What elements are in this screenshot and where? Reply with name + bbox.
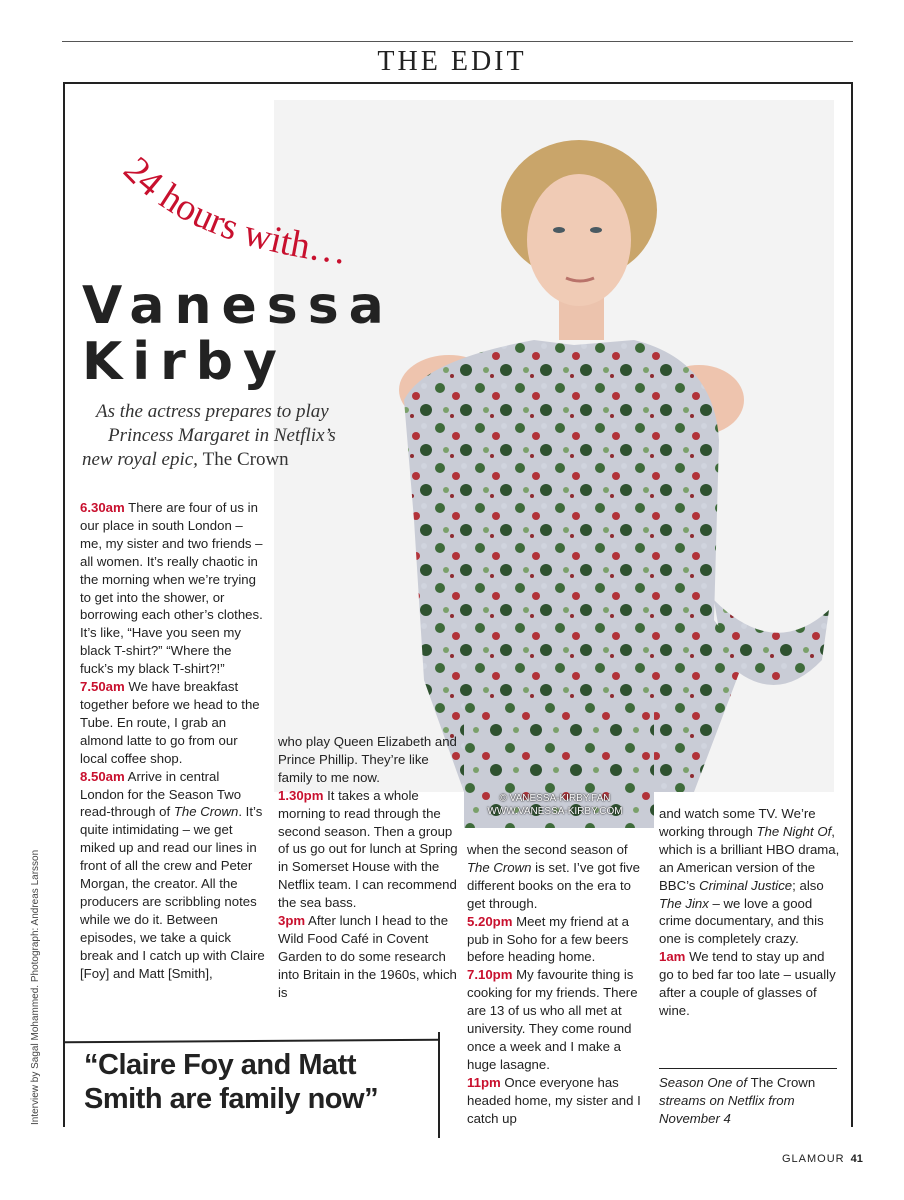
caption-text: streams on Netflix from November 4 [659,1093,795,1126]
page-number: 41 [850,1153,863,1165]
show-title: The Jinx [659,895,709,911]
svg-text:24 hours with… [115,150,349,273]
magazine-name: GLAMOUR [782,1153,845,1165]
show-title: The Crown [202,449,289,470]
show-title: The Crown [173,804,239,820]
standfirst-line: Princess Margaret in Netflix’s [108,425,336,446]
body-text: – we love a good crime documentary, and this one is completely crazy. [659,895,824,947]
body-text: My favourite thing is cooking for my friends. There are 13 of us who all met at university. They come round once a week and I make a huge lasagne. [467,967,638,1072]
watermark-line: © VANESSA-KIRBY.FAN [499,793,611,804]
time-label: 8.50am [80,768,125,784]
standfirst-line [82,448,382,472]
body-text: After lunch I head to the Wild Food Café in Covent Garden to do some research into Britain in the 1960s, which is [278,913,457,1000]
show-title: The Night Of [756,823,832,839]
body-text: . It’s quite intimidating – we get miked up and read our lines in front of all the crew and Peter Morgan, the creator. All the producers are scribbling notes while we do it. Between episodes, we take a quick break and I catch up with Claire [Foy] and Matt [Smith], [80,804,265,981]
body-text: who play Queen Elizabeth and Prince Phillip. They’re like family to me now. [278,734,457,785]
body-text: is set. I’ve got five different books on the era to get through. [467,859,640,911]
body-column-1 [80,499,265,982]
body-text: Arrive in central London for the Season Two read-through of [80,768,242,820]
body-text: and watch some TV. We’re working through [659,806,816,839]
body-text: It takes a whole morning to read through the second season. Then a group of us go out for lunch at Spring in Somerset House with the Netflix team. I can recommend the sea bass. [278,787,458,911]
photo-watermark [460,792,650,818]
body-text: Meet my friend at a pub in Soho for a few beers before heading home. [467,913,629,965]
pull-quote: “Claire Foy and Matt Smith are family now” [84,1049,379,1115]
body-paragraph [467,841,647,1128]
body-text: We tend to stay up and go to bed far too late – usually after a couple of glasses of wine. [659,949,836,1018]
caption-text: Season One of [659,1075,751,1090]
title-last-name: Kirby [82,332,287,392]
body-column-2 [278,733,458,1002]
quote-rule [65,1039,440,1044]
time-label: 11pm [467,1074,501,1090]
body-column-3 [467,841,647,1128]
kicker-text: 24 hours with… [115,150,350,273]
body-text: when the second season of [467,842,628,857]
time-label: 1.30pm [278,787,324,803]
time-label: 7.10pm [467,967,513,983]
body-text: We have breakfast together before we head to the Tube. En route, I grab an almond latte to go from our local coffee shop. [80,679,260,766]
frame-left-rule [63,82,65,1127]
standfirst [82,400,382,472]
body-text: Once everyone has headed home, my sister and I catch up [467,1074,641,1126]
show-title: The Crown [750,1075,816,1090]
body-column-4 [659,805,841,1020]
caption-rule [659,1068,837,1069]
title-first-name: Vanessa [82,276,394,336]
quote-vertical-rule [438,1032,440,1138]
body-text: , which is a brilliant HBO drama, an American version of the BBC’s [659,823,840,893]
frame-right-rule [851,82,853,1127]
show-title: The Crown [467,859,532,875]
time-label: 5.20pm [467,913,513,929]
watermark-line: WWW.VANESSA-KIRBY.COM [487,806,623,817]
body-text: There are four of us in our place in south London – me, my sister and two friends – all women. It’s really chaotic in the morning when we’re trying to get into the shower, or borrowing each other’s clothes. It’s like, “Have you seen my black T-shirt?” “Where the fuck’s my black T-shirt?!” [80,500,263,677]
time-label: 1am [659,949,686,965]
body-paragraph [80,499,265,982]
body-paragraph [659,805,841,1020]
body-paragraph [278,733,458,1002]
body-text: ; also [792,877,824,893]
section-title: THE EDIT [377,46,527,77]
standfirst-text: new royal epic, [82,449,203,470]
page-footer [782,1153,863,1165]
frame-top-rule [63,82,853,84]
standfirst-line: As the actress prepares to play [96,401,329,422]
photo-caption [659,1074,844,1128]
time-label: 6.30am [80,500,125,515]
time-label: 3pm [278,913,306,929]
show-title: Criminal Justice [699,877,793,893]
article-title [82,278,394,390]
time-label: 7.50am [80,679,125,695]
top-rule [62,41,853,42]
kicker-heading [110,150,450,280]
photo-credit: Interview by Sagal Mohammed. Photograph: Andreas Larsson [30,849,41,1125]
